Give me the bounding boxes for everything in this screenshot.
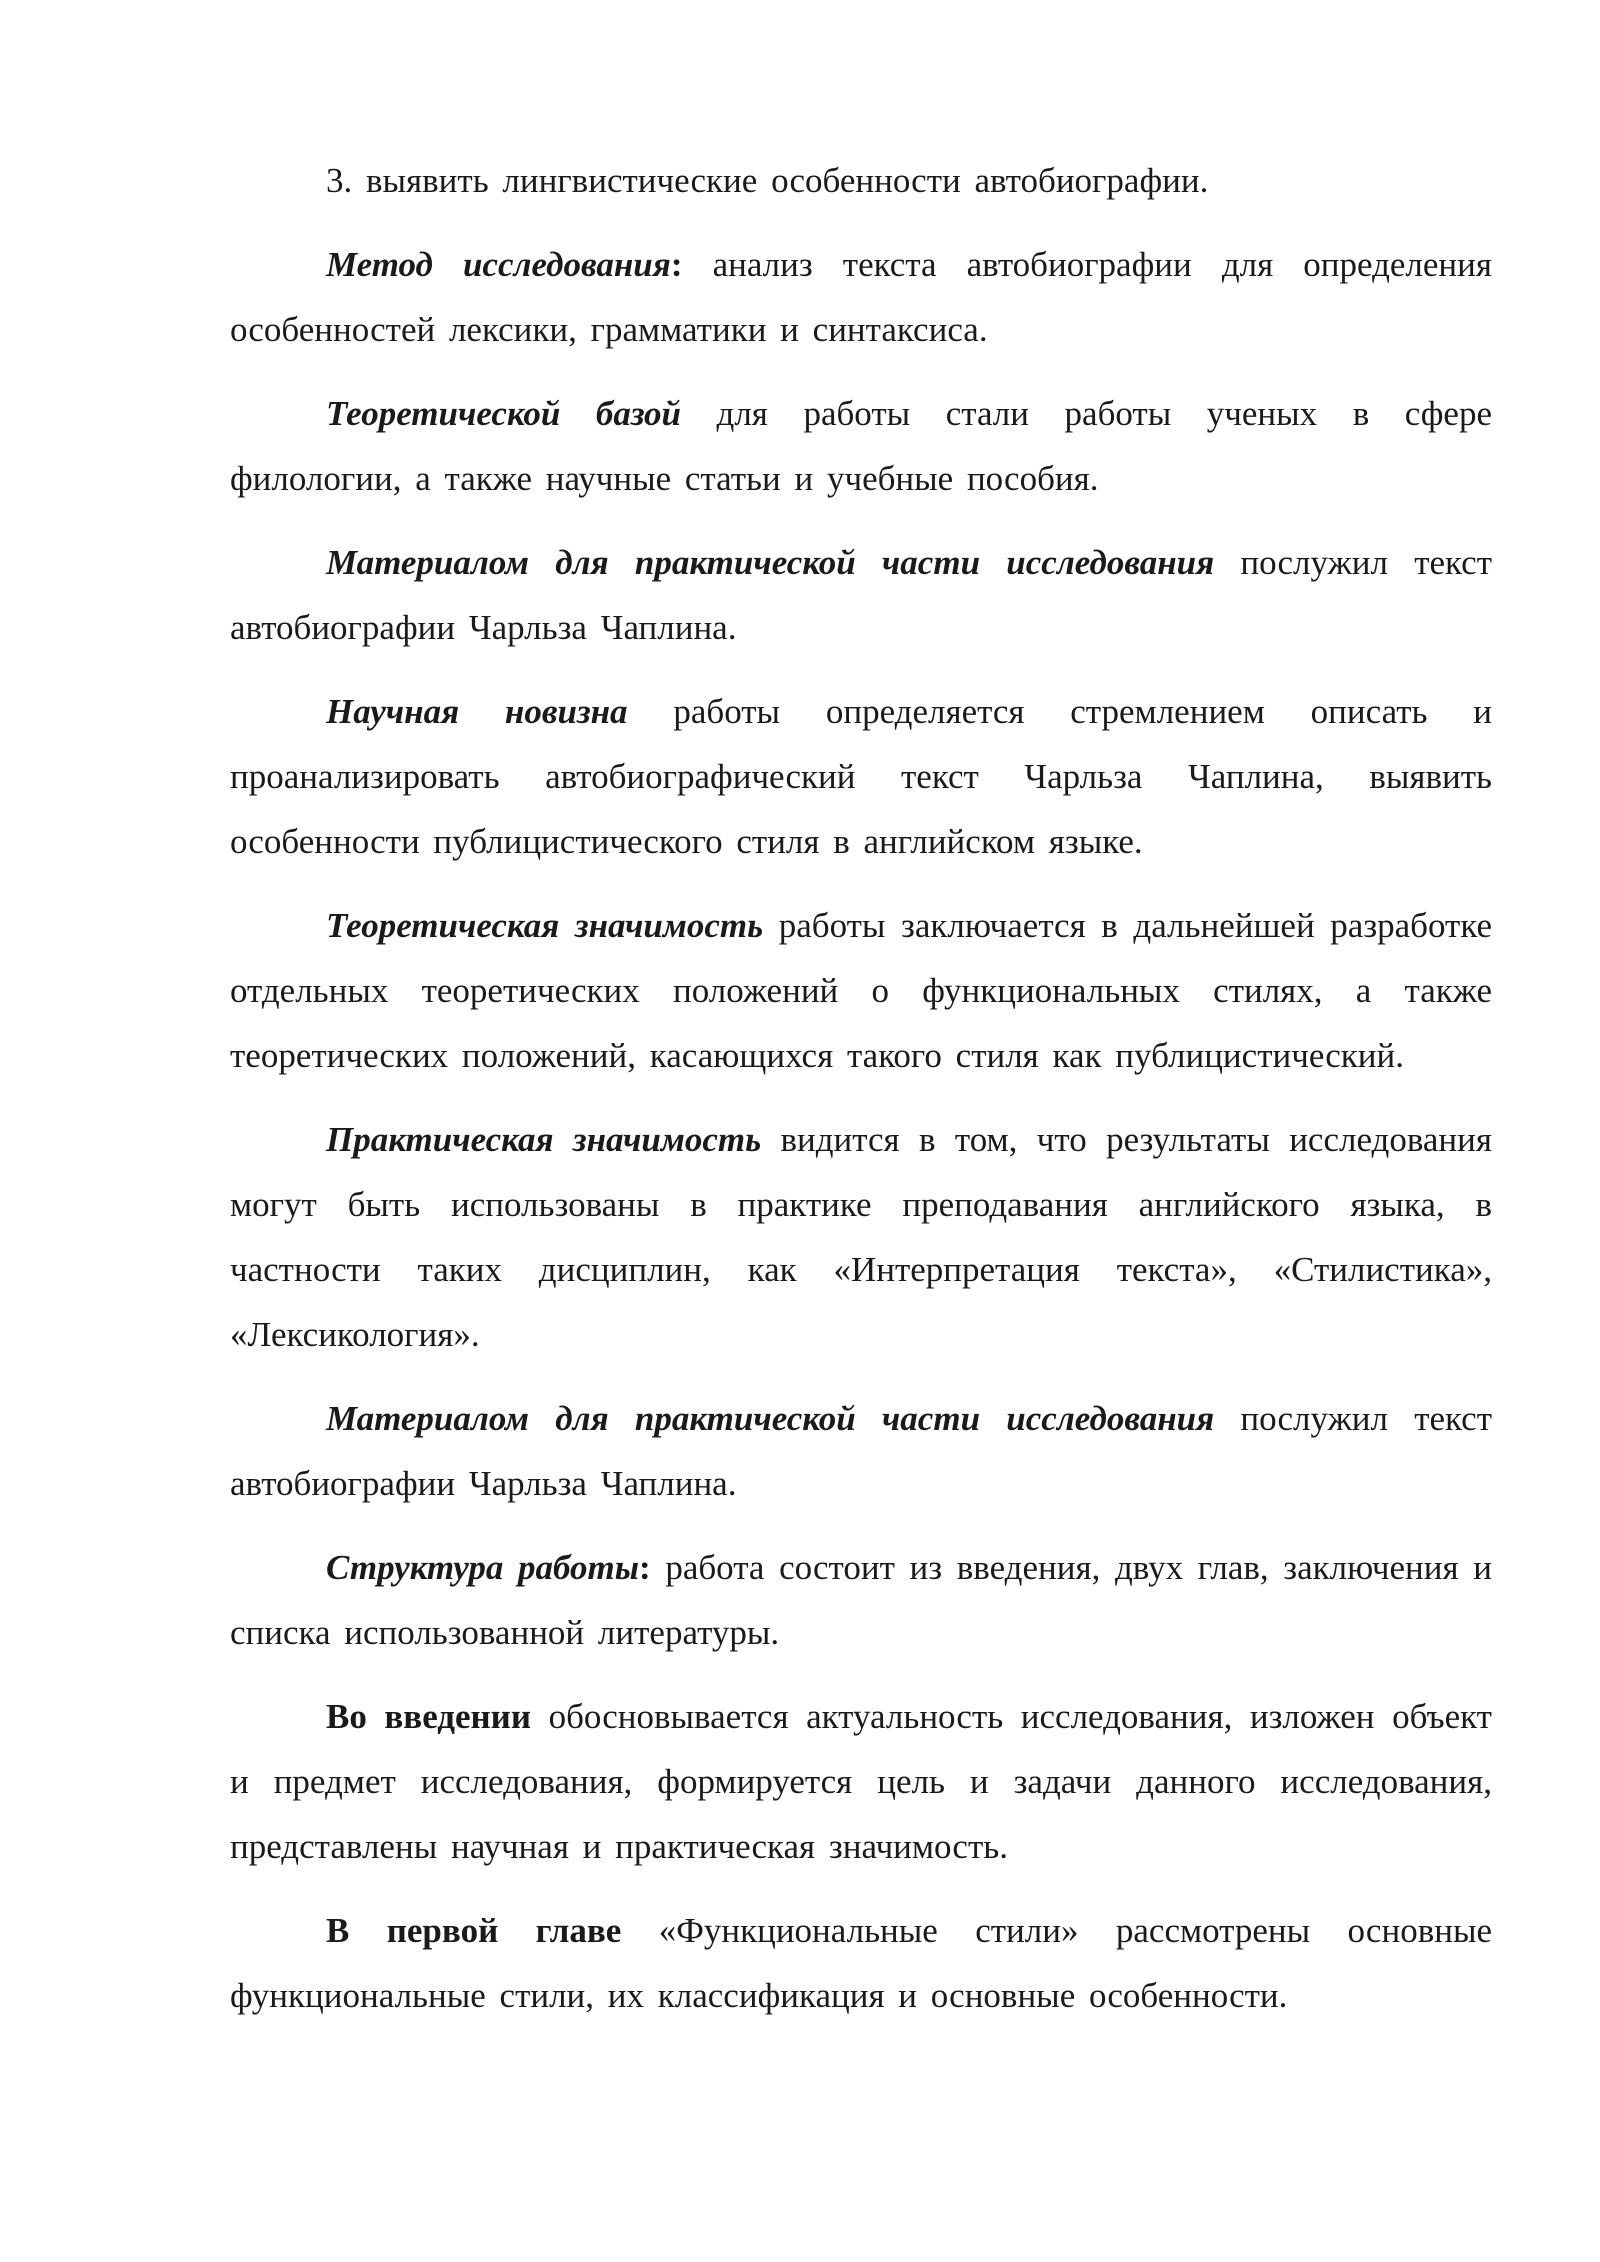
paragraph-introduction	[230, 1684, 1492, 1879]
paragraph-text: послужил текст автобиографии Чарльза Чаплина.	[230, 543, 1493, 647]
paragraph-lead: Теоретической базой	[326, 394, 681, 433]
paragraph-lead: Научная новизна	[326, 692, 628, 731]
paragraph-lead: Метод исследования	[326, 245, 671, 284]
paragraph-work-structure	[230, 1535, 1492, 1665]
paragraph-material	[230, 530, 1492, 660]
paragraph-text: 3. выявить лингвистические особенности автобиографии.	[326, 161, 1209, 200]
paragraph-text: работы определяется стремлением описать и проанализировать автобиографический текст Чарльза Чаплина, выявить особенности публицистического стиля в английском языке.	[230, 692, 1493, 861]
paragraph-lead-colon: :	[639, 1548, 651, 1587]
paragraph-scientific-novelty	[230, 679, 1492, 874]
paragraph-theoretical-base	[230, 381, 1492, 511]
paragraph-text: работы заключается в дальнейшей разработке отдельных теоретических положений о функциональных стилях, а также теоретических положений, касающихся такого стиля как публицистический.	[230, 906, 1492, 1075]
paragraph-lead: Теоретическая значимость	[326, 906, 764, 945]
paragraph-lead: Структура работы	[326, 1548, 640, 1587]
paragraph-lead: В первой главе	[326, 1911, 622, 1950]
paragraph-text: обосновывается актуальность исследования, изложен объект и предмет исследования, формируется цель и задачи данного исследования, представлены научная и практическая значимость.	[230, 1697, 1492, 1866]
paragraph-text: видится в том, что результаты исследования могут быть использованы в практике преподавания английского языка, в частности таких дисциплин, как «Интерпретация текста», «Стилистика», «Лексикология».	[230, 1120, 1492, 1354]
paragraph-lead-colon: :	[670, 245, 683, 284]
paragraph-material-repeat	[230, 1386, 1492, 1516]
paragraph-text: «Функциональные стили» рассмотрены основные функциональные стили, их классификация и основные особенности.	[230, 1911, 1492, 2015]
paragraph-lead: Материалом для практической части исследования	[326, 543, 1215, 582]
paragraph-text: для работы стали работы ученых в сфере филологии, а также научные статьи и учебные пособия.	[230, 394, 1492, 498]
paragraph-practical-significance	[230, 1107, 1492, 1367]
paragraph-lead: Во введении	[326, 1697, 532, 1736]
paragraph-theoretical-significance	[230, 893, 1492, 1088]
paragraph-text: анализ текста автобиографии для определения особенностей лексики, грамматики и синтаксиса.	[230, 245, 1492, 349]
paragraph-text: послужил текст автобиографии Чарльза Чаплина.	[230, 1399, 1493, 1503]
document-body	[230, 148, 1492, 2047]
paragraph-text: работа состоит из введения, двух глав, заключения и списка использованной литературы.	[230, 1548, 1492, 1652]
paragraph-lead: Практическая значимость	[326, 1120, 762, 1159]
paragraph-task-3	[230, 148, 1492, 213]
paragraph-research-method	[230, 232, 1492, 362]
paragraph-lead: Материалом для практической части исследования	[326, 1399, 1215, 1438]
paragraph-first-chapter	[230, 1898, 1492, 2028]
